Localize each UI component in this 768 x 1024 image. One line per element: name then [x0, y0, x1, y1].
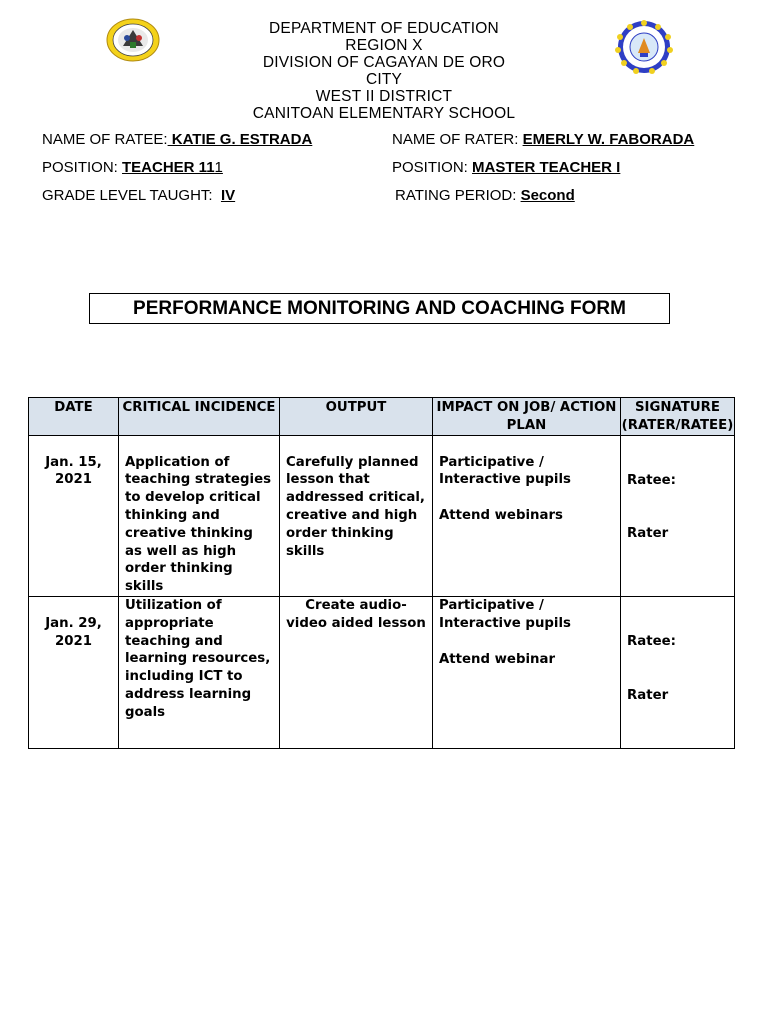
- grade-level-line: [42, 187, 235, 204]
- rater-position-value: MASTER TEACHER I: [472, 159, 621, 176]
- school-header: [234, 20, 534, 122]
- grade-level-label: GRADE LEVEL TAUGHT:: [42, 187, 213, 204]
- rater-name-label: NAME OF RATER:: [392, 131, 519, 148]
- row2-date: Jan. 29, 2021: [45, 615, 102, 649]
- row1-output: Carefully planned lesson that addressed critical, creative and high order thinking skills: [286, 454, 425, 559]
- header-date: DATE: [29, 398, 119, 436]
- grade-level-value: IV: [220, 187, 236, 204]
- row2-output: Create audio-video aided lesson: [286, 597, 426, 631]
- row2-incidence-cell: [119, 596, 280, 748]
- form-title: PERFORMANCE MONITORING AND COACHING FORM: [89, 293, 670, 324]
- rater-position-line: [392, 159, 620, 176]
- row2-ratee-label: Ratee:: [627, 633, 676, 649]
- header-division: DIVISION OF CAGAYAN DE ORO: [262, 54, 506, 71]
- row1-impact-2: Attend webinars: [439, 508, 563, 524]
- row1-ratee-label: Ratee:: [627, 472, 676, 488]
- school-seal-logo: [612, 20, 676, 74]
- ratee-name-value: KATIE G. ESTRADA: [167, 131, 313, 148]
- rating-period-value: Second: [520, 187, 575, 204]
- header-district: WEST II DISTRICT: [315, 88, 453, 105]
- row2-impact-2: Attend webinar: [439, 651, 556, 667]
- rating-period-label: RATING PERIOD:: [395, 187, 517, 204]
- rater-name-line: [392, 131, 694, 148]
- ratee-position-suffix: 1: [214, 159, 223, 176]
- row1-impact-1: Participative / Interactive pupils: [439, 454, 571, 488]
- ratee-name-line: [42, 131, 312, 148]
- coaching-table: [28, 397, 735, 749]
- table-header-row: [29, 398, 735, 436]
- row2-output-cell: [280, 596, 433, 748]
- row1-incidence: Application of teaching strategies to develop critical thinking and creative thinking as well as high order thinking skills: [125, 454, 272, 595]
- row1-date: Jan. 15, 2021: [45, 454, 102, 488]
- header-output: OUTPUT: [280, 398, 433, 436]
- header-critical-incidence: CRITICAL INCIDENCE: [119, 398, 280, 436]
- row1-date-cell: [29, 435, 119, 596]
- ratee-position-value: TEACHER 11: [122, 159, 215, 176]
- row1-rater-label: Rater: [627, 526, 669, 542]
- rater-name-value: EMERLY W. FABORADA: [522, 131, 695, 148]
- header-department: DEPARTMENT OF EDUCATION: [269, 20, 499, 37]
- deped-seal-logo: [106, 18, 160, 62]
- ratee-name-label: NAME OF RATEE:: [42, 131, 168, 148]
- row2-impact-1: Participative / Interactive pupils: [439, 597, 571, 631]
- row2-signature-cell: [621, 596, 735, 748]
- row2-incidence: Utilization of appropriate teaching and learning resources, including ICT to address learning goals: [125, 597, 271, 720]
- ratee-position-line: [42, 159, 223, 176]
- row1-signature-cell: [621, 435, 735, 596]
- table-row: [29, 435, 735, 596]
- header-school: CANITOAN ELEMENTARY SCHOOL: [252, 105, 516, 122]
- row2-rater-label: Rater: [627, 687, 669, 703]
- header-region: REGION X: [345, 37, 423, 54]
- header-city: CITY: [365, 71, 403, 88]
- header-impact: IMPACT ON JOB/ ACTION PLAN: [433, 398, 621, 436]
- rating-period-line: [395, 187, 575, 204]
- row2-impact-cell: [433, 596, 621, 748]
- row1-output-cell: [280, 435, 433, 596]
- row1-incidence-cell: [119, 435, 280, 596]
- table-row: [29, 596, 735, 748]
- header-signature: SIGNATURE (RATER/RATEE): [621, 398, 735, 436]
- row2-date-cell: [29, 596, 119, 748]
- ratee-position-label: POSITION:: [42, 159, 118, 176]
- row1-impact-cell: [433, 435, 621, 596]
- rater-position-label: POSITION:: [392, 159, 468, 176]
